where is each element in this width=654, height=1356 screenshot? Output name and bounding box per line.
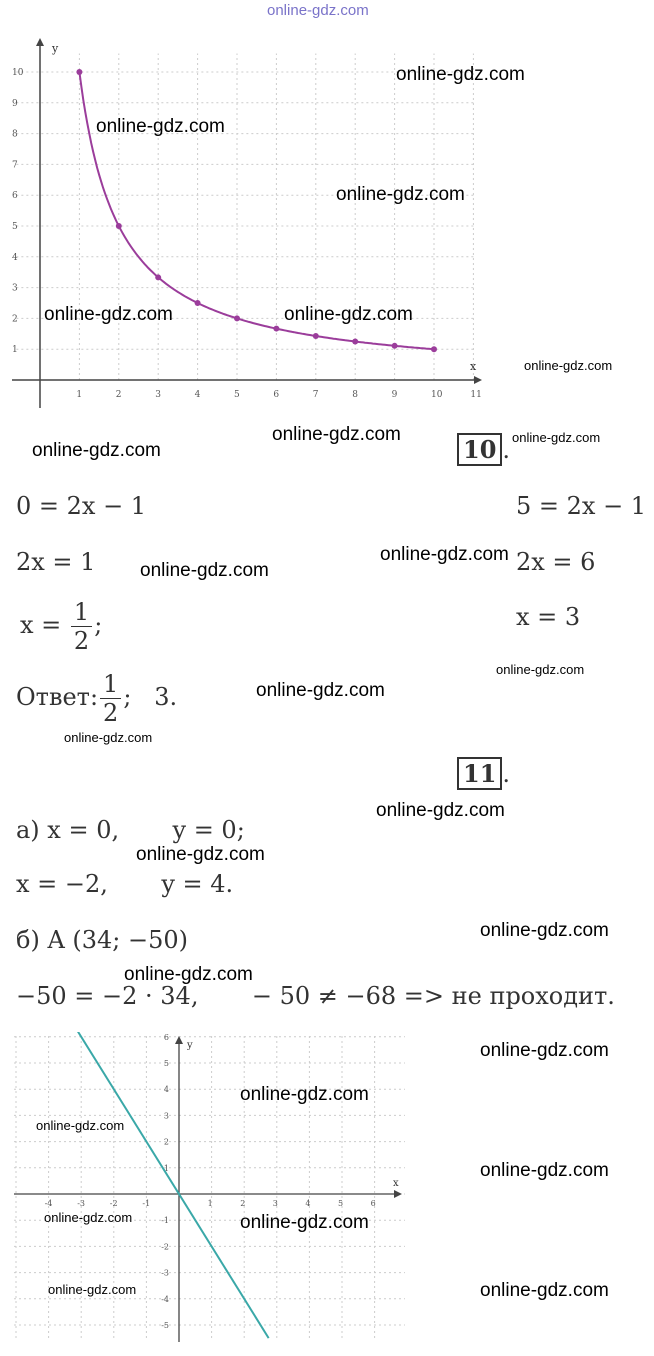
line-chart bbox=[10, 1032, 410, 1344]
watermark: online-gdz.com bbox=[480, 1040, 609, 1061]
watermark: online-gdz.com bbox=[480, 1280, 609, 1301]
x-axis-label: x bbox=[393, 1178, 399, 1189]
y-tick-label: 4 bbox=[12, 252, 18, 263]
eq-lhs: x = bbox=[20, 611, 62, 639]
watermark: online-gdz.com bbox=[256, 680, 385, 701]
y-tick-label: 3 bbox=[163, 1111, 169, 1121]
x-tick-label: 1 bbox=[207, 1199, 213, 1208]
fraction bbox=[100, 670, 121, 727]
x-tick-label: 11 bbox=[470, 390, 482, 400]
y-tick-label: -4 bbox=[161, 1294, 169, 1304]
data-point bbox=[431, 346, 437, 352]
watermark: online-gdz.com bbox=[44, 1210, 133, 1225]
x-tick-label: 8 bbox=[352, 390, 358, 400]
data-point bbox=[352, 339, 358, 345]
hyperbola-chart bbox=[0, 30, 500, 410]
x-tick-label: 3 bbox=[272, 1199, 278, 1208]
y-tick-label: 1 bbox=[12, 345, 18, 356]
x-tick-label: 9 bbox=[391, 390, 398, 400]
x-tick-label: 7 bbox=[312, 390, 319, 400]
watermark: online-gdz.com bbox=[272, 424, 401, 445]
x-tick-label: 6 bbox=[273, 390, 280, 400]
equation-line: 5 = 2x − 1 bbox=[516, 492, 647, 520]
equation-line: 2x = 6 bbox=[516, 548, 596, 576]
y-tick-label: 10 bbox=[12, 68, 24, 78]
watermark: online-gdz.com bbox=[396, 64, 525, 85]
watermark-top: online-gdz.com bbox=[267, 2, 369, 19]
data-point bbox=[313, 333, 319, 339]
watermark: online-gdz.com bbox=[496, 662, 585, 677]
task-number-box: 10 bbox=[457, 433, 502, 466]
x-tick-label: 5 bbox=[338, 1199, 344, 1208]
watermark: online-gdz.com bbox=[380, 544, 509, 565]
y-tick-label: -2 bbox=[161, 1242, 169, 1252]
y-tick-label: 4 bbox=[163, 1085, 169, 1095]
answer-line bbox=[16, 670, 177, 727]
watermark: online-gdz.com bbox=[524, 358, 613, 373]
y-axis-label: y bbox=[52, 42, 59, 55]
x-tick-label: 5 bbox=[234, 390, 240, 400]
y-tick-label: 1 bbox=[163, 1163, 169, 1173]
x-tick-label: 6 bbox=[370, 1199, 376, 1208]
data-point bbox=[76, 69, 82, 75]
equation-line: x = −2, y = 4. bbox=[16, 870, 234, 898]
y-tick-label: 9 bbox=[12, 98, 18, 109]
x-tick-label: 1 bbox=[76, 390, 83, 400]
y-tick-label: -1 bbox=[161, 1216, 169, 1226]
watermark: online-gdz.com bbox=[240, 1084, 369, 1105]
data-point bbox=[155, 274, 161, 280]
x-axis-label: x bbox=[470, 360, 477, 373]
data-point bbox=[234, 315, 240, 321]
x-tick-label: -4 bbox=[44, 1199, 53, 1208]
equation-line: 2x = 1 bbox=[16, 548, 96, 576]
fraction-numerator: 1 bbox=[100, 670, 121, 699]
x-tick-label: -2 bbox=[109, 1199, 118, 1208]
watermark: online-gdz.com bbox=[36, 1118, 125, 1133]
watermark: online-gdz.com bbox=[96, 116, 225, 137]
fraction-denominator: 2 bbox=[73, 627, 90, 655]
equation-line: x = 3 bbox=[516, 603, 581, 631]
x-axis-arrow bbox=[474, 376, 482, 384]
watermark: online-gdz.com bbox=[44, 304, 173, 325]
watermark: online-gdz.com bbox=[136, 844, 265, 865]
watermark: online-gdz.com bbox=[240, 1212, 369, 1233]
x-tick-label: 4 bbox=[305, 1199, 311, 1208]
data-point bbox=[392, 343, 398, 349]
watermark: online-gdz.com bbox=[48, 1282, 137, 1297]
watermark: online-gdz.com bbox=[284, 304, 413, 325]
task-number-box: 11 bbox=[457, 757, 502, 790]
y-tick-label: 5 bbox=[163, 1059, 169, 1068]
y-tick-label: 5 bbox=[12, 222, 18, 232]
task-11-number: 11 . bbox=[457, 760, 510, 788]
watermark: online-gdz.com bbox=[32, 440, 161, 461]
y-axis-arrow bbox=[175, 1036, 183, 1044]
x-tick-label: -1 bbox=[142, 1199, 151, 1208]
equation-line: −50 = −2 · 34, − 50 ≠ −68 => не проходит. bbox=[16, 982, 615, 1010]
watermark: online-gdz.com bbox=[480, 1160, 609, 1181]
x-tick-label: 3 bbox=[155, 390, 161, 400]
x-tick-label: 10 bbox=[431, 390, 443, 400]
data-point bbox=[116, 223, 122, 229]
y-axis-label: y bbox=[187, 1040, 193, 1051]
fraction bbox=[71, 598, 92, 655]
watermark: online-gdz.com bbox=[336, 184, 465, 205]
y-tick-label: 8 bbox=[12, 129, 18, 140]
task-10-number: 10 . bbox=[457, 436, 510, 464]
y-tick-label: -5 bbox=[161, 1321, 169, 1330]
equation-line bbox=[20, 598, 102, 655]
watermark: online-gdz.com bbox=[376, 800, 505, 821]
watermark: online-gdz.com bbox=[124, 964, 253, 985]
y-tick-label: 7 bbox=[12, 160, 18, 171]
data-point bbox=[195, 300, 201, 306]
answer-tail: ; 3. bbox=[123, 683, 178, 711]
y-axis-arrow bbox=[36, 38, 44, 46]
data-point bbox=[273, 326, 279, 332]
watermark: online-gdz.com bbox=[512, 430, 601, 445]
y-tick-label: 6 bbox=[12, 191, 18, 202]
fraction-denominator: 2 bbox=[103, 699, 119, 727]
x-tick-label: -3 bbox=[77, 1199, 85, 1208]
watermark: online-gdz.com bbox=[480, 920, 609, 941]
watermark: online-gdz.com bbox=[64, 730, 153, 745]
eq-tail: ; bbox=[94, 611, 103, 639]
y-tick-label: 2 bbox=[12, 314, 18, 325]
y-tick-label: -3 bbox=[161, 1268, 169, 1278]
answer-label: Ответ: bbox=[16, 683, 99, 711]
watermark: online-gdz.com bbox=[140, 560, 269, 581]
equation-line: б) A (34; −50) bbox=[16, 926, 189, 954]
x-tick-label: 4 bbox=[194, 390, 201, 400]
x-tick-label: 2 bbox=[240, 1199, 246, 1208]
x-axis-arrow bbox=[394, 1190, 402, 1198]
equation-line: а) x = 0, y = 0; bbox=[16, 816, 245, 844]
equation-line: 0 = 2x − 1 bbox=[16, 492, 147, 520]
x-tick-label: 2 bbox=[115, 390, 122, 400]
fraction-numerator: 1 bbox=[71, 598, 92, 627]
y-tick-label: 3 bbox=[12, 283, 18, 294]
y-tick-label: 6 bbox=[163, 1032, 169, 1042]
y-tick-label: 2 bbox=[163, 1137, 169, 1147]
